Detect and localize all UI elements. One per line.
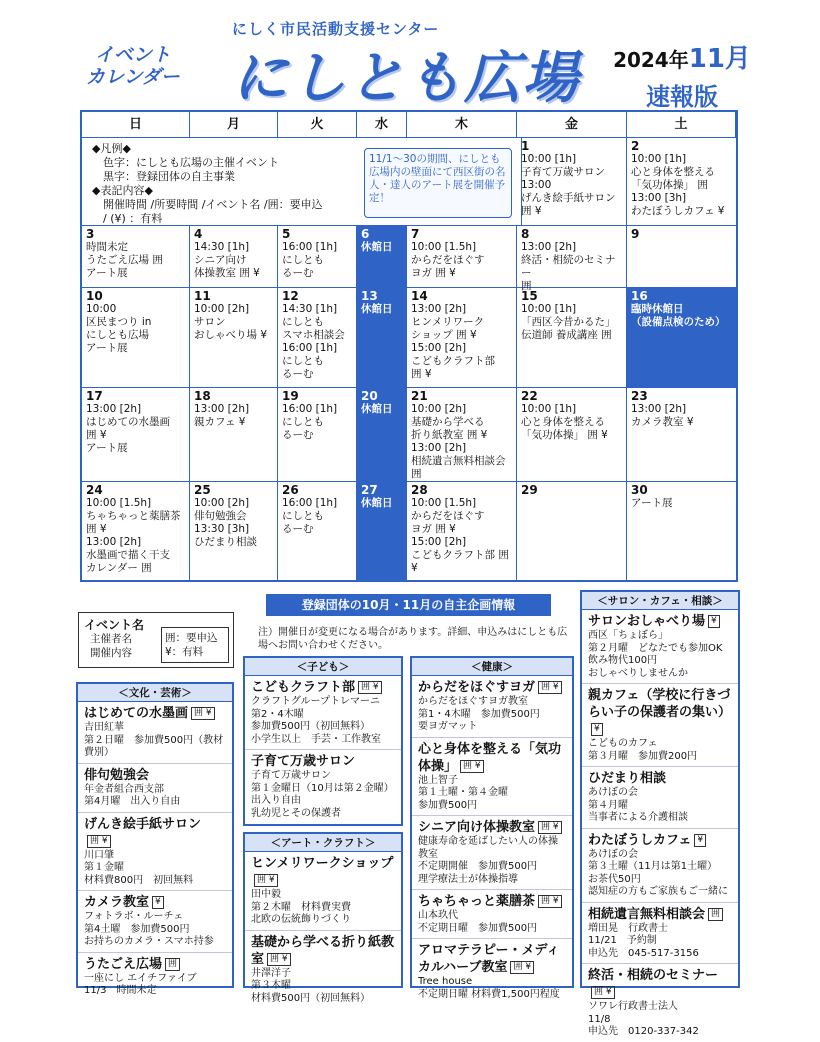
group-event-name: サロンおしゃべり場: [588, 614, 706, 629]
day-number: 18: [194, 389, 211, 403]
weekday-header: 月: [190, 112, 278, 138]
panel-heading: ＜子ども＞: [245, 658, 401, 676]
month: 11月: [688, 44, 751, 74]
group-event-name: げんき絵手紙サロン: [84, 816, 202, 832]
label-line-1: イベント: [94, 44, 171, 66]
group-tags: 囲 ¥: [358, 681, 382, 694]
day-events: 14:30 [1h] シニア向け 体操教室 囲 ¥: [194, 241, 260, 279]
day-cell-13[interactable]: [357, 288, 407, 388]
day-events: 14:30 [1h] にしとも スマホ相談会 16:00 [1h] にしとも るーむ: [282, 303, 345, 380]
day-events: 臨時休館日 （設備点検のため）: [631, 303, 726, 328]
panel-heading: ＜サロン・カフェ・相談＞: [582, 592, 738, 610]
panel-craft: [243, 832, 403, 1004]
group-tags: ¥: [708, 615, 720, 628]
group-details: 西区「ちょぼら」 第２月曜 どなたでも参加OK 飲み物代100円 おしゃべりしませんか: [588, 630, 723, 679]
group-details: 川口肇 第１金曜 材料費800円 初回無料: [84, 849, 194, 886]
event-calendar-label: [86, 44, 180, 88]
weekday-header: 土: [627, 112, 736, 138]
day-number: 4: [194, 227, 203, 241]
panel-salon: [580, 590, 740, 1037]
group-event-name: 親カフェ（学校に行きづらい子の保護者の集い）: [588, 688, 732, 720]
group-item[interactable]: [412, 816, 572, 890]
group-event-name: 俳句勉強会: [84, 767, 150, 783]
group-item[interactable]: [245, 750, 401, 823]
day-cell-3[interactable]: [82, 226, 190, 288]
group-tags: 囲 ¥: [591, 986, 615, 999]
day-events: 13:00 [2h] カメラ教室 ¥: [631, 403, 694, 428]
day-cell-8[interactable]: [517, 226, 627, 292]
legend-content: 開催内容: [90, 647, 132, 659]
group-item[interactable]: [582, 903, 738, 965]
group-item[interactable]: [78, 891, 232, 953]
day-events: 10:00 [2h] サロン おしゃべり場 ¥: [194, 303, 268, 341]
legend-organizer: 主催者名: [90, 633, 132, 645]
group-event-name: ちゃちゃっと薬膳茶: [418, 894, 536, 909]
day-cell-24[interactable]: [82, 482, 190, 582]
group-event-name: からだをほぐすヨガ: [418, 680, 536, 695]
day-events: 時間未定 うたごえ広場 囲 アート展: [86, 241, 163, 279]
legend-event-name: イベント名: [84, 618, 145, 632]
day-cell-14[interactable]: [407, 288, 517, 388]
group-event-name: 相続遺言無料相談会: [588, 906, 706, 922]
day-cell-23[interactable]: [627, 388, 736, 482]
group-item[interactable]: [78, 702, 232, 764]
day-cell-4[interactable]: [190, 226, 278, 288]
group-tags: 囲 ¥: [254, 874, 278, 887]
group-item[interactable]: [78, 953, 232, 1001]
day-number: 12: [282, 289, 299, 303]
day-cell-11[interactable]: [190, 288, 278, 388]
group-details: 池上智子 第１土曜・第４金曜 参加費500円: [418, 774, 508, 811]
panel-heading: ＜健康＞: [412, 658, 572, 676]
group-details: 増田晃 行政書士 11/21 予約制 申込先 045-517-3156: [588, 922, 699, 959]
year: 2024年: [613, 48, 689, 72]
group-tags: 囲 ¥: [460, 760, 484, 773]
day-events: 10:00 [1.5h] からだをほぐす ヨガ 囲 ¥: [411, 241, 485, 279]
day-cell-21[interactable]: [407, 388, 517, 482]
group-tags: 囲 ¥: [267, 953, 291, 966]
group-details: 健康寿命を延ばしたい人の体操教室 不定期開催 参加費500円 理学療法士が体操指導: [418, 836, 558, 885]
day-cell-28[interactable]: [407, 482, 517, 582]
day-events: 10:00 [1h] 「西区今昔かるた」 伝道師 養成講座 囲: [521, 303, 616, 341]
group-tags: 囲 ¥: [538, 895, 562, 908]
day-cell-7[interactable]: [407, 226, 517, 288]
day-number: 21: [411, 389, 428, 403]
group-item[interactable]: [582, 610, 738, 684]
day-events: 10:00 [1h] 心と身体を整える 「気功体操」 囲 13:00 [3h] わたぼうしカフェ ¥: [631, 153, 725, 217]
group-item[interactable]: [245, 931, 401, 1009]
day-number: 7: [411, 227, 420, 241]
day-cell-18[interactable]: [190, 388, 278, 482]
day-number: 2: [631, 139, 640, 153]
day-number: 10: [86, 289, 103, 303]
day-events: 休館日: [361, 303, 393, 315]
group-tags: 囲: [708, 908, 723, 921]
day-number: 11: [194, 289, 211, 303]
group-tags: 囲 ¥: [191, 707, 215, 720]
day-number: 16: [631, 289, 648, 303]
day-number: 8: [521, 227, 530, 241]
panel-health: [410, 656, 574, 1000]
day-events: アート展: [631, 497, 673, 509]
group-details: 子育て万歳サロン 第１金曜日（10月は第２金曜） 出入り自由 乳幼児とその保護者: [251, 770, 394, 819]
day-cell-1[interactable]: [517, 138, 627, 226]
day-events: 13:00 [2h] 終活・相続のセミナー 囲: [521, 241, 616, 292]
day-events: 10:00 [2h] 俳句勉強会 13:30 [3h] ひだまり相談: [194, 497, 257, 548]
registered-groups-note: 注）開催日が変更になる場合があります。詳細、申込みはにしとも広場へお問い合わせください。: [258, 627, 568, 651]
group-event-name: 基礎から学べる折り紙教室: [251, 934, 395, 967]
group-item[interactable]: [412, 890, 572, 939]
day-cell-22[interactable]: [517, 388, 627, 482]
day-number: 3: [86, 227, 95, 241]
day-events: 10:00 [2h] 基礎から学べる 折り紙教室 囲 ¥ 13:00 [2h] 相続遺言無料相談会 囲: [411, 403, 506, 480]
group-event-name: わたぼうしカフェ: [588, 832, 692, 848]
group-details: 田中毅 第２木曜 材料費実費 北欧の伝統飾りづくり: [251, 889, 351, 925]
day-cell-10[interactable]: [82, 288, 190, 388]
day-events: 16:00 [1h] にしとも るーむ: [282, 497, 338, 535]
day-events: 10:00 [1.5h] ちゃちゃっと薬膳茶 囲 ¥ 13:00 [2h] 水墨画で描く干支 カレンダー 囲: [86, 497, 181, 574]
day-cell-19[interactable]: [278, 388, 357, 482]
group-details: フォトラボ・ルーチェ 第4土曜 参加費500円 お持ちのカメラ・スマホ持参: [84, 911, 214, 947]
day-number: 25: [194, 483, 211, 497]
day-events: 10:00 区民まつり in にしとも広場 アート展: [86, 303, 152, 354]
group-event-name: 終活・相続のセミナー: [588, 968, 719, 983]
group-details: 吉田紅華 第２日曜 参加費500円（教材費別）: [84, 722, 224, 758]
group-tags: 囲 ¥: [87, 835, 111, 848]
day-events: 16:00 [1h] にしとも るーむ: [282, 241, 338, 279]
group-details: あけぼの会 第４月曜 当事者による介護相談: [588, 787, 688, 823]
day-number: 17: [86, 389, 103, 403]
day-number: 24: [86, 483, 103, 497]
day-events: 10:00 [1h] 子育て万歳サロン 13:00 げんき絵手紙サロン 囲 ¥: [521, 153, 616, 217]
group-item[interactable]: [78, 764, 232, 813]
day-number: 1: [521, 139, 530, 153]
date-box: [612, 38, 752, 112]
day-events: 13:00 [2h] はじめての水墨画 囲 ¥ アート展: [86, 403, 170, 454]
organization-name: にしく市民活動支援センター: [232, 20, 440, 38]
group-tags: 囲 ¥: [510, 961, 534, 974]
day-cell-17[interactable]: [82, 388, 190, 482]
calendar-legend: ◆凡例◆ 色字：にしとも広場の主催イベント 黒字：登録団体の自主事業 ◆表記内容◆ 開催時間 /所要時間 /イベント名 /囲：要申込 / (¥) ：有料: [82, 138, 522, 226]
day-number: 19: [282, 389, 299, 403]
weekday-header: 木: [407, 112, 517, 138]
group-details: あけぼの会 第３土曜（11月は第1土曜） お茶代50円 認知症の方もご家族もご一緒に: [588, 848, 728, 897]
group-tags: 囲: [165, 958, 180, 971]
group-item[interactable]: [412, 738, 572, 817]
legend-reservation: 囲：要申込: [165, 632, 218, 644]
group-event-name: 心と身体を整える「気功体操」: [418, 741, 562, 774]
weekday-header: 日: [82, 112, 190, 138]
day-events: 10:00 [1.5h] からだをほぐす ヨガ 囲 ¥ 15:00 [2h] こどもクラフト部 囲 ¥: [411, 497, 509, 574]
day-cell-30[interactable]: [627, 482, 736, 582]
group-details: 年金者組合西支部 第4月曜 出入り自由: [84, 783, 181, 807]
group-item[interactable]: [245, 852, 401, 931]
group-event-name: カメラ教室: [84, 895, 150, 910]
group-details: 井澤洋子 第３木曜 材料費500円（初回無料）: [251, 967, 371, 1004]
art-exhibit-note: 11/1〜30の期間、にしとも広場内の壁面にて西区街の名人・達人のアート展を開催予定！: [364, 148, 512, 218]
day-number: 26: [282, 483, 299, 497]
group-details: ソワレ行政書士法人 11/8 申込先 0120-337-342: [588, 1001, 699, 1037]
day-number: 9: [631, 227, 640, 241]
weekday-header: 水: [357, 112, 407, 138]
panel-culture: [76, 682, 234, 996]
calendar: [80, 110, 738, 582]
day-number: 27: [361, 483, 378, 497]
day-number: 5: [282, 227, 291, 241]
group-event-name: 子育て万歳サロン: [251, 754, 356, 769]
day-cell-20[interactable]: [357, 388, 407, 482]
group-item[interactable]: [582, 684, 738, 767]
day-number: 20: [361, 389, 378, 403]
day-events: 13:00 [2h] ヒンメリワーク ショップ 囲 ¥ 15:00 [2h] こどもクラフト部 囲 ¥: [411, 303, 495, 380]
group-details: こどものカフェ 第３月曜 参加費200円: [588, 738, 698, 762]
group-details: クラフトグループトレマーニ 第2・4木曜 参加費500円（初回無料） 小学生以上 手芸・工作教室: [251, 696, 381, 745]
group-item[interactable]: [412, 939, 572, 1004]
legend-paid: ¥：有料: [165, 646, 204, 658]
day-number: 30: [631, 483, 648, 497]
group-tags: ¥: [694, 834, 706, 847]
group-event-name: こどもクラフト部: [251, 680, 356, 695]
day-events: 休館日: [361, 241, 393, 253]
day-number: 23: [631, 389, 648, 403]
group-event-name: はじめての水墨画: [84, 706, 189, 721]
label-line-2: カレンダー: [86, 66, 180, 88]
day-cell-29[interactable]: [517, 482, 627, 582]
group-event-name: ヒンメリワークショップ: [251, 856, 394, 871]
group-details: Tree house 不定期日曜 材料費1,500円程度: [418, 976, 560, 1000]
day-number: 15: [521, 289, 538, 303]
day-number: 14: [411, 289, 428, 303]
group-event-name: シニア向け体操教室: [418, 820, 536, 835]
panel-heading: ＜アート・クラフト＞: [245, 834, 401, 852]
weekday-header: 火: [278, 112, 357, 138]
day-cell-15[interactable]: [517, 288, 627, 388]
group-item[interactable]: [582, 829, 738, 903]
group-tags: 囲 ¥: [538, 821, 562, 834]
group-event-name: ひだまり相談: [588, 771, 667, 786]
day-cell-6[interactable]: [357, 226, 407, 288]
edition: 速報版: [646, 83, 718, 111]
group-tags: ¥: [591, 723, 603, 736]
day-cell-2[interactable]: [627, 138, 736, 226]
group-tags: ¥: [152, 896, 164, 909]
group-item[interactable]: [78, 813, 232, 892]
group-event-name: うたごえ広場: [84, 956, 163, 972]
day-cell-25[interactable]: [190, 482, 278, 582]
legend-marks: [161, 627, 229, 663]
day-cell-27[interactable]: [357, 482, 407, 582]
lower-legend: [78, 612, 234, 668]
group-item[interactable]: [582, 767, 738, 829]
day-events: 休館日: [361, 497, 393, 509]
weekday-header: 金: [517, 112, 627, 138]
panel-heading: ＜文化・芸術＞: [78, 684, 232, 702]
group-tags: 囲 ¥: [538, 681, 562, 694]
day-events: 13:00 [2h] 親カフェ ¥: [194, 403, 250, 428]
group-event-name: アロマテラピー・メディカルハーブ教室: [418, 943, 560, 975]
day-cell-16[interactable]: [627, 288, 736, 388]
day-cell-12[interactable]: [278, 288, 357, 388]
group-details: 一座にし エイチファイブ 11/3 時間未定: [84, 972, 197, 996]
day-events: 10:00 [1h] 心と身体を整える 「気功体操」 囲 ¥: [521, 403, 608, 441]
page-title: にしとも広場: [232, 46, 580, 111]
day-number: 22: [521, 389, 538, 403]
day-number: 28: [411, 483, 428, 497]
group-details: 山本玖代 不定期日曜 参加費500円: [418, 910, 538, 934]
group-item[interactable]: [582, 964, 738, 1042]
day-cell-26[interactable]: [278, 482, 357, 582]
group-details: からだをほぐすヨガ教室 第1・4木曜 参加費500円 要ヨガマット: [418, 696, 540, 732]
group-item[interactable]: [412, 676, 572, 738]
registered-groups-title: 登録団体の10月・11月の自主企画情報: [266, 594, 551, 616]
day-number: 29: [521, 483, 538, 497]
group-item[interactable]: [245, 676, 401, 750]
panel-kids: [243, 656, 403, 826]
day-events: 16:00 [1h] にしとも るーむ: [282, 403, 338, 441]
day-events: 休館日: [361, 403, 393, 415]
day-number: 6: [361, 227, 370, 241]
day-cell-9[interactable]: [627, 226, 736, 288]
day-number: 13: [361, 289, 378, 303]
day-cell-5[interactable]: [278, 226, 357, 288]
